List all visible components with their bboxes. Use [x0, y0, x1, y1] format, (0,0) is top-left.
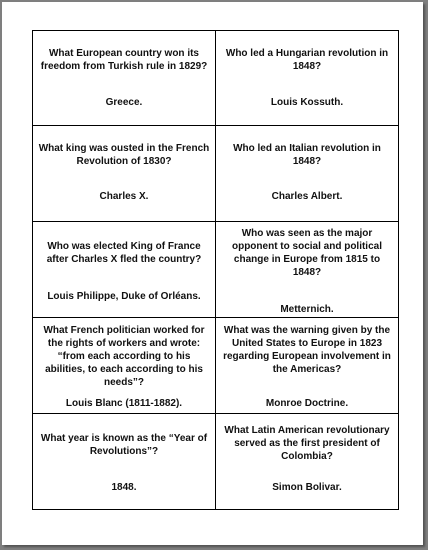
card-question: Who led an Italian revolution in 1848?: [233, 143, 381, 167]
flashcard: [216, 414, 398, 509]
card-question: What king was ousted in the French Revolution of 1830?: [38, 143, 210, 167]
card-question: What was the warning given by the United States to Europe in 1823 regarding European involvement in the Americas?: [223, 325, 391, 375]
flashcard: [216, 126, 398, 222]
card-answer: Metternich.: [280, 304, 334, 315]
flashcard-grid: [32, 30, 399, 510]
card-question: Who led a Hungarian revolution in 1848?: [225, 48, 389, 72]
flashcard: [216, 31, 398, 126]
flashcard: [33, 414, 216, 509]
card-question: Who was elected King of France after Charles X fled the country?: [46, 241, 202, 265]
flashcard: [216, 318, 398, 414]
card-question: What French politician worked for the rights of workers and wrote: “from each according to his abilities, to each according to his needs”?: [43, 325, 205, 388]
flashcard: [33, 318, 216, 414]
card-answer: Charles Albert.: [271, 191, 343, 202]
card-answer: Charles X.: [99, 191, 149, 202]
card-question: Who was seen as the major opponent to social and political change in Europe from 1815 to 1848?: [231, 228, 382, 278]
card-answer: Monroe Doctrine.: [265, 398, 349, 409]
card-question: What year is known as the “Year of Revolutions”?: [40, 433, 208, 457]
card-question: What Latin American revolutionary served as the first president of Colombia?: [224, 425, 390, 462]
card-question: What European country won its freedom from Turkish rule in 1829?: [40, 48, 208, 72]
flashcard: [216, 222, 398, 318]
card-answer: Louis Kossuth.: [270, 97, 344, 108]
flashcard: [33, 31, 216, 126]
card-answer: Louis Blanc (1811-1882).: [65, 398, 183, 409]
flashcard: [33, 126, 216, 222]
document-page: [2, 2, 423, 545]
card-answer: Simon Bolivar.: [272, 482, 342, 493]
card-answer: Louis Philippe, Duke of Orléans.: [47, 291, 201, 302]
flashcard: [33, 222, 216, 318]
card-answer: Greece.: [105, 97, 143, 108]
card-answer: 1848.: [111, 482, 137, 493]
